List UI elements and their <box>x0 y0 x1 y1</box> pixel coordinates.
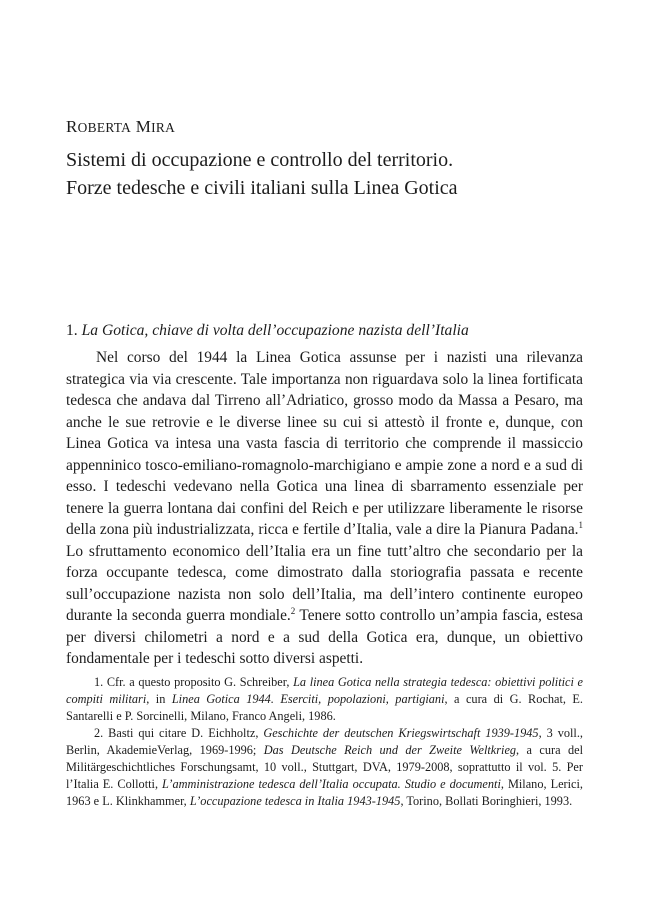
footnote-1 <box>66 674 583 725</box>
author-name <box>66 117 175 137</box>
footnote-ref-2[interactable]: 2 <box>290 605 296 616</box>
body-text-part-1: Nel corso del 1944 la Linea Gotica assunse per i nazisti una rilevanza strategica via via crescente. Tale importanza non riguardava solo la linea fortificata tedesca che andava dal Tirreno all’Adriatico, grosso modo da Massa a Pesaro, ma anche le sue retrovie e le diverse linee su cui si attestò il fronte e, dunque, con Linea Gotica va intesa una vasta fascia di territorio che comprende il massiccio appenninico tosco-emiliano-romagnolo-marchigiano e ampie zone a nord e a sud di esso. I tedeschi vedevano nella Gotica una linea di sbarramento essenziale per tenere la guerra lontana dai confini del Reich e per utilizzare liberamente le risorse della zona più industrializzata, ricca e fertile d’Italia, vale a dire la Pianura Padana. <box>66 349 583 538</box>
footnote-2-title: Geschichte der deutschen Kriegswirtschaft 1939-1945 <box>263 726 539 740</box>
footnote-ref-1[interactable]: 1 <box>578 519 583 530</box>
author-last-initial: M <box>135 117 152 136</box>
footnote-2-text: , 3 voll., Berlin, AkademieVerlag, 1969-1996; <box>66 726 583 757</box>
author-last-rest: IRA <box>151 120 176 135</box>
section-title: La Gotica, chiave di volta dell’occupazione nazista dell’Italia <box>81 322 469 339</box>
footnote-1-book: Linea Gotica 1944. Eserciti, popolazioni, partigiani <box>171 692 445 706</box>
footnote-1-text: 1. Cfr. a questo proposito G. Schreiber, <box>94 675 294 689</box>
footnote-2-text: , Torino, Bollati Boringhieri, 1993. <box>400 794 573 808</box>
footnote-2-title: L’amministrazione tedesca dell’Italia occupata. Studio e documenti <box>162 777 501 791</box>
footnote-2-title: L’occupazione tedesca in Italia 1943-1945 <box>189 794 401 808</box>
body-text-part-3: Tenere sotto controllo un’ampia fascia, estesa per diversi chilometri a nord e a sud della Gotica era, dunque, un obiettivo fondamentale per i tedeschi sotto diversi aspetti. <box>66 607 583 667</box>
chapter-title <box>66 146 586 202</box>
chapter-title-line-1: Sistemi di occupazione e controllo del territorio. <box>66 149 454 171</box>
footnote-1-title: La linea Gotica nella strategia tedesca: obiettivi politici e compiti militari <box>66 675 584 706</box>
author-first-initial: R <box>66 117 78 136</box>
footnotes <box>66 674 583 810</box>
footnote-1-text: , in <box>146 692 172 706</box>
footnote-2-text: 2. Basti qui citare D. Eichholtz, <box>94 726 264 740</box>
body-paragraph <box>66 347 583 670</box>
footnote-2 <box>66 725 583 810</box>
footnote-2-text: , a cura del Militärgeschichtliches Forschungsamt, 10 voll., Stuttgart, DVA, 1979-2008, soprattutto il vol. 5. Per l’Italia E. Collotti, <box>66 743 583 791</box>
section-number: 1. <box>66 322 78 339</box>
footnote-1-text: , a cura di G. Rochat, E. Santarelli e P. Sorcinelli, Milano, Franco Angeli, 1986. <box>66 692 584 723</box>
body-text-part-2: Lo sfruttamento economico dell’Italia era un fine tutt’altro che secondario per la forza occupante tedesca, come dimostrato dalla storiografia passata e recente sull’occupazione nazista non solo dell’Italia, ma dell’intero continente europeo durante la seconda guerra mondiale. <box>66 542 583 624</box>
footnote-2-title: Das Deutsche Reich und der Zweite Weltkrieg <box>263 743 517 757</box>
chapter-title-line-2: Forze tedesche e civili italiani sulla Linea Gotica <box>66 177 458 199</box>
footnote-2-text: , Milano, Lerici, 1963 e L. Klinkhammer, <box>66 777 583 808</box>
author-first-rest: OBERTA <box>77 120 132 135</box>
section-heading <box>66 321 586 341</box>
